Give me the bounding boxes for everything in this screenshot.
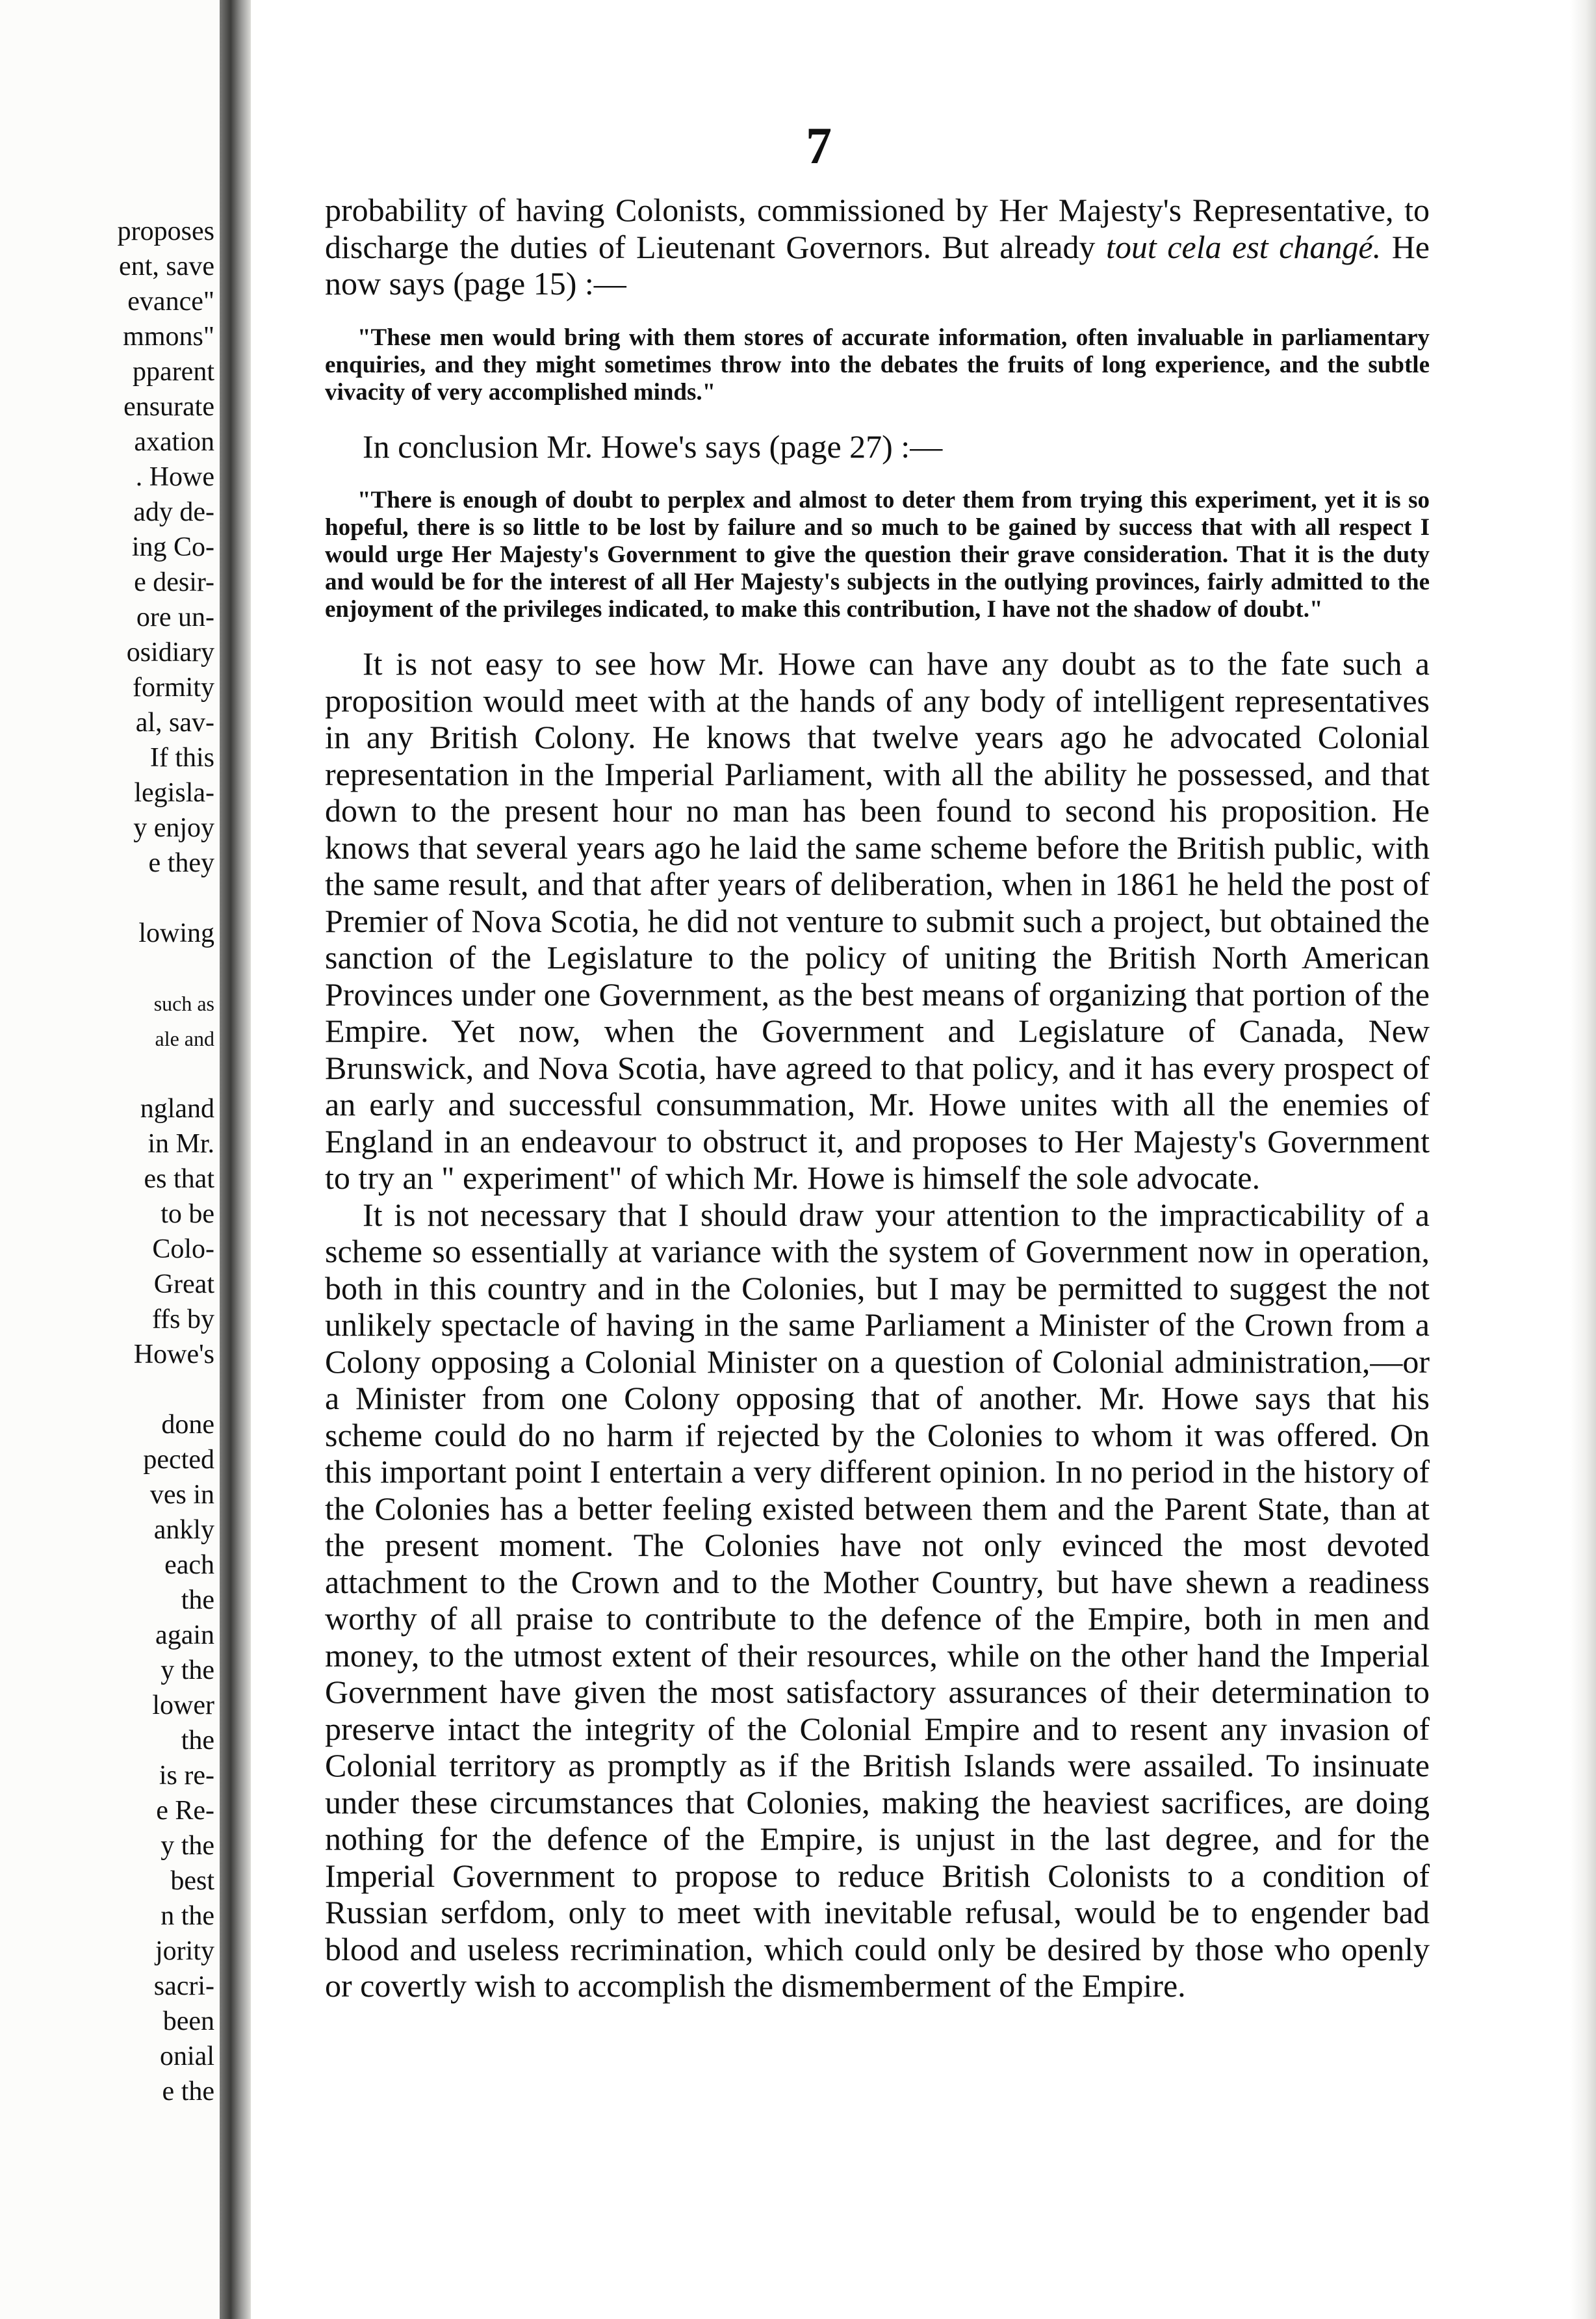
quote-page-27: "There is enough of doubt to perplex and almost to deter them from trying this experiment, yet it is so hopeful, there is so little to be lost by failure and so much to be gained by success that with all respect I would urge Her Majesty's Government to give the question their grave consideration. That it is the duty and would be for the interest of all Her Majesty's subjects in the outlying provinces, fairly admitted to the enjoyment of the privileges indicated, to make this contribution, I have not the shadow of doubt." xyxy=(325,487,1430,623)
left-page-line: again xyxy=(155,1620,214,1650)
left-page-line: mmons" xyxy=(123,322,214,352)
main-page xyxy=(325,117,1430,2004)
left-page-line: each xyxy=(164,1550,214,1580)
left-page-line: axation xyxy=(134,427,214,457)
left-page-line: lower xyxy=(152,1691,214,1720)
left-page-line: osidiary xyxy=(126,638,214,667)
left-page-line: pparent xyxy=(133,357,214,387)
left-page-line: ing Co- xyxy=(131,532,214,562)
opening-paragraph xyxy=(325,192,1430,302)
left-page-line: ensurate xyxy=(123,392,214,422)
book-gutter xyxy=(220,0,251,2319)
left-page-line: ngland xyxy=(140,1094,214,1124)
opening-text: probability of having Colonists, commissioned by Her Majesty's Representative, to discharge the duties of Lieutenant Governors. But already xyxy=(325,192,1430,265)
left-page-line: n the xyxy=(161,1901,214,1931)
left-page-line: ady de- xyxy=(133,497,214,527)
left-page-line: y the xyxy=(161,1831,214,1861)
left-page-line: e the xyxy=(162,2077,214,2106)
quote-page-15: "These men would bring with them stores of accurate information, often invaluable in parliamentary enquiries, and they might sometimes throw into the debates the fruits of long experience, and the subtle vivacity of very accomplished minds." xyxy=(325,324,1430,406)
left-page-line: ale and xyxy=(155,1027,214,1050)
left-page-line: done xyxy=(161,1410,214,1440)
left-page-line: Howe's xyxy=(133,1340,214,1369)
left-page-line: such as xyxy=(153,992,214,1015)
left-page-line: es that xyxy=(144,1164,214,1194)
page-edge xyxy=(1570,0,1596,2319)
left-page-line: to be xyxy=(161,1199,214,1229)
left-page-line: formity xyxy=(133,673,214,703)
left-page-line: al, sav- xyxy=(135,708,214,738)
left-page-line: the xyxy=(181,1585,214,1615)
left-page-line: lowing xyxy=(138,918,214,948)
left-page-line: e Re- xyxy=(156,1796,214,1826)
left-page-line: y enjoy xyxy=(133,813,214,843)
left-page-line: Colo- xyxy=(152,1234,214,1264)
page-number: 7 xyxy=(806,118,832,175)
left-page-line: e desir- xyxy=(134,567,214,597)
left-page-line: y the xyxy=(161,1655,214,1685)
left-page-line: proposes xyxy=(117,216,214,246)
left-page-line: ffs by xyxy=(151,1304,214,1334)
left-page-line: sacri- xyxy=(153,1971,214,2001)
left-page-line: If this xyxy=(149,743,214,773)
left-page-line: is re- xyxy=(159,1761,214,1791)
opening-italic: tout cela est changé. xyxy=(1105,228,1382,265)
left-page-line: e they xyxy=(148,848,214,878)
left-page-line: best xyxy=(170,1866,214,1896)
conclusion-lead-in: In conclusion Mr. Howe's says (page 27) :— xyxy=(363,428,943,465)
opening-end: He now says (page 15) :— xyxy=(325,228,1430,302)
left-page-line: in Mr. xyxy=(148,1129,214,1159)
left-page-line: legisla- xyxy=(134,778,214,808)
left-page-line: been xyxy=(162,2006,214,2036)
left-page-line: ore un- xyxy=(136,602,214,632)
left-page-line: ent, save xyxy=(119,252,214,281)
left-facing-page xyxy=(0,0,220,2319)
paragraph-howe-doubt: It is not easy to see how Mr. Howe can have any doubt as to the fate such a proposition would meet with at the hands of any body of intelligent representatives in any British Colony. He knows that twelve years ago he advocated Colonial representation in the Imperial Parliament, with all the ability he possessed, and that down to the present hour no man has been found to second his proposition. He knows that several years ago he laid the same scheme before the British public, with the same result, and that after years of deliberation, when in 1861 he held the post of Premier of Nova Scotia, he did not venture to submit such a project, but obtained the sanction of the Legislature to the policy of uniting the British North American Provinces under one Government, as the best means of organizing that portion of the Empire. Yet now, when the Government and Legislature of Canada, New Brunswick, and Nova Scotia, have agreed to that policy, and it has every prospect of an early and successful consummation, Mr. Howe unites with all the enemies of England in an endeavour to obstruct it, and proposes to Her Majesty's Government to try an " experiment" of which Mr. Howe is himself the sole advocate. xyxy=(325,645,1430,1196)
paragraph-impracticability: It is not necessary that I should draw your attention to the impracticability of a scheme so essentially at variance with the system of Government now in operation, both in this country and in the Colonies, but I may be permitted to suggest the not unlikely spectacle of having in the same Parliament a Minister of the Crown from a Colony opposing a Colonial Minister on a question of Colonial administration,—or a Minister from one Colony opposing that of another. Mr. Howe says that his scheme could do no harm if rejected by the Colonies to whom it was offered. On this important point I entertain a very different opinion. In no period in the history of the Colonies has a better feeling existed between them and the Parent State, than at the present moment. The Colonies have not only evinced the most devoted attachment to the Crown and to the Mother Country, but have shewn a readiness worthy of all praise to contribute to the defence of the Empire, both in men and money, to the utmost extent of their resources, while on the other hand the Imperial Government have given the most satisfactory assurances of their determination to preserve intact the integrity of the Colonial Empire and to resent any invasion of Colonial territory as promptly as if the British Islands were assailed. To insinuate under these circumstances that Colonies, making the heaviest sacrifices, are doing nothing for the defence of the Empire, is unjust in the last degree, and for the Imperial Government to propose to reduce British Colonists to a condition of Russian serfdom, only to meet with inevitable refusal, would be to engender bad blood and useless recrimination, which could only be desired by those who openly or covertly wish to accomplish the dismemberment of the Empire. xyxy=(325,1196,1430,2004)
left-page-line: the xyxy=(181,1726,214,1755)
left-page-line: ves in xyxy=(149,1480,214,1510)
left-page-line: . Howe xyxy=(135,462,214,492)
left-page-line: onial xyxy=(160,2041,214,2071)
left-page-line: pected xyxy=(143,1445,214,1475)
left-page-line: jority xyxy=(155,1936,214,1966)
left-page-line: evance" xyxy=(127,287,214,317)
left-page-line: ankly xyxy=(153,1515,214,1545)
left-page-line: Great xyxy=(153,1269,214,1299)
